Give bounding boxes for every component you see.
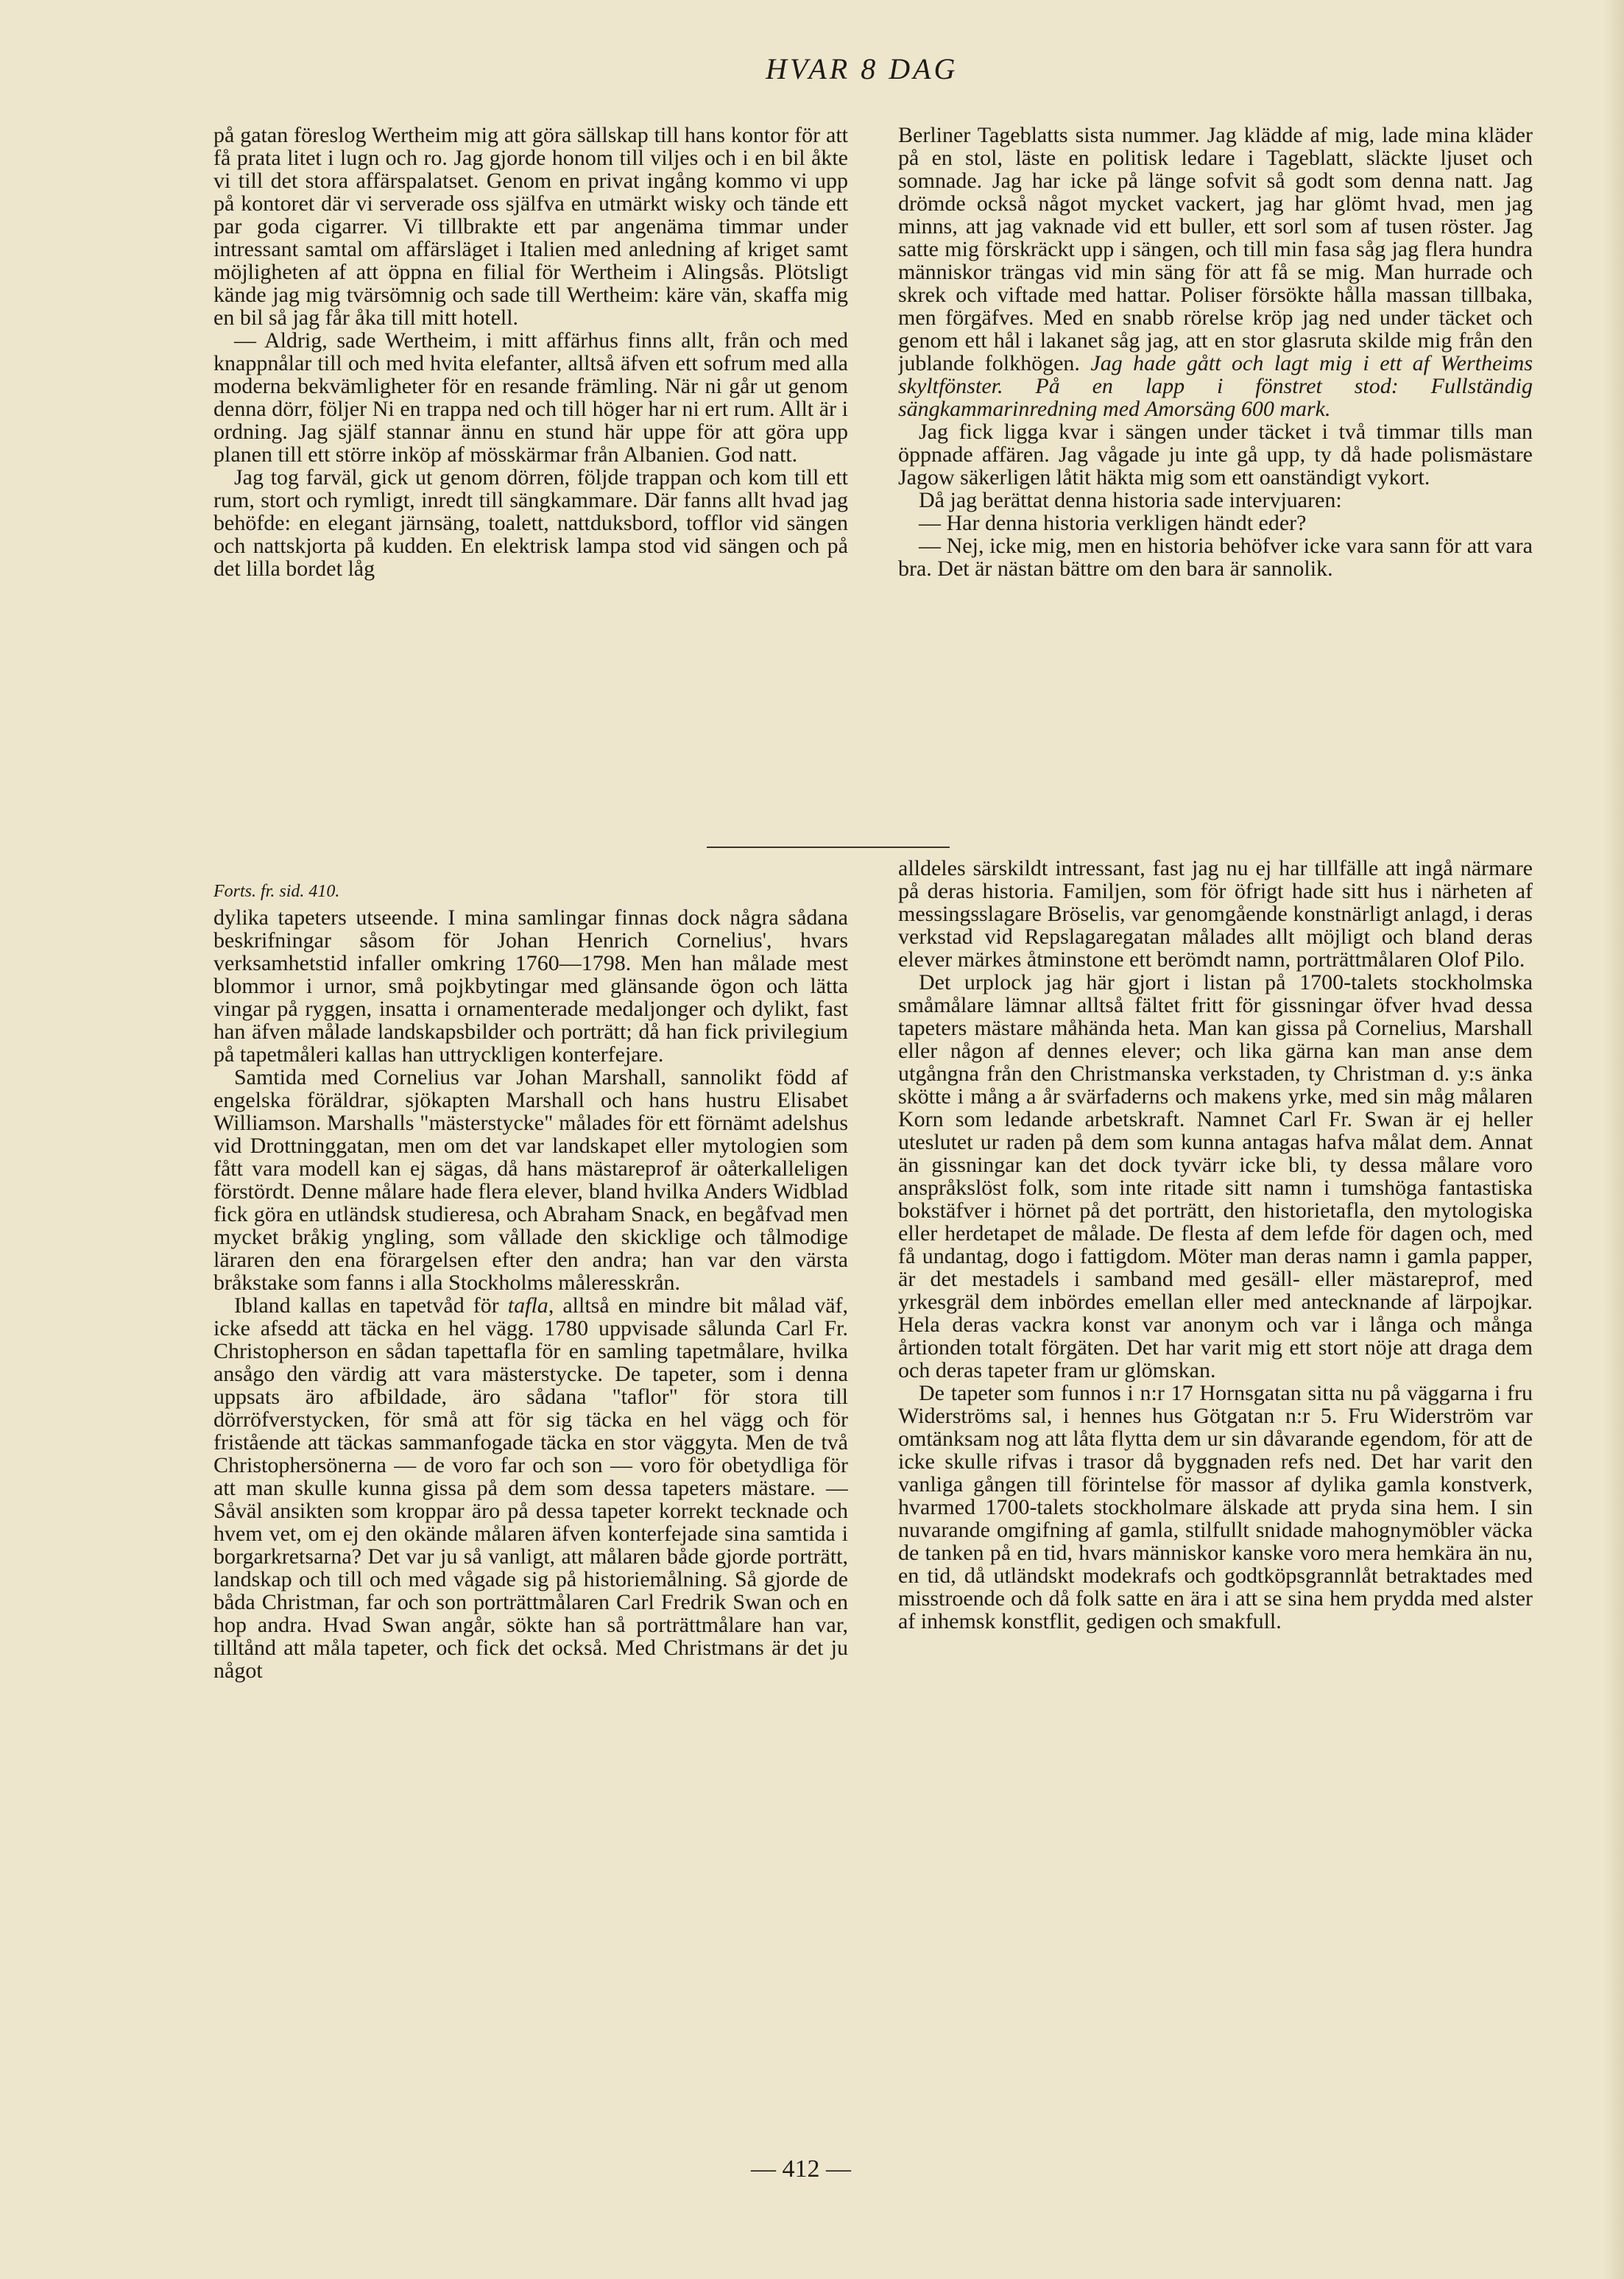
story-paragraph bbox=[898, 124, 1533, 420]
article-paragraph: alldeles särskildt intressant, fast jag nu ej har tillfälle att ingå närmare på deras historia. Familjen, som för öfrigt hade sitt hus i närheten af messingsslagare Bröselis, var genomgående konstnärligt anlagd, i deras verkstad vid Repslagaregatan målades allt möjligt och bland deras elever märkes åtminstone ett berömdt namn, porträttmålaren Olof Pilo. bbox=[898, 857, 1533, 972]
article-paragraph: De tapeter som funnos i n:r 17 Hornsgatan sitta nu på väggarna i fru Widerströms sal, i hennes hus Götgatan n:r 5. Fru Widerström var omtänksam nog att låta flytta dem ur sin dåvarande egendom, för att de icke skulle rifvas i trasor då byggnaden refs ned. Det har varit den vanliga gången till förintelse för massor af dylika gamla konstverk, hvarmed 1700-talets stockholmare älskade att pryda sina hem. I sin nuvarande omgifning af gamla, stilfullt snidade mahognymöbler väcka de tanken på en tid, hvars människor kanske voro mera hemkära än nu, en tid, då utländskt modekrafs och godtköpsgrannlåt betraktades med misstroende och då folk satte en ära i att se sina hem prydda med alster af inhemsk konstflit, gedigen och smakfull. bbox=[898, 1381, 1533, 1633]
article-column-right bbox=[898, 857, 1533, 2123]
story-paragraph: Jag tog farväl, gick ut genom dörren, följde trappan och kom till ett rum, stort och rymligt, inredt till sängkammare. Där fanns allt hvad jag behöfde: en elegant järnsäng, toalett, nattduksbord, tofflor vid sängen och nattskjorta på kudden. En elektrisk lampa stod vid sängen och på det lilla bordet låg bbox=[213, 465, 848, 581]
section-divider bbox=[707, 847, 950, 848]
story-column-left bbox=[213, 124, 848, 860]
article-paragraph bbox=[213, 1294, 848, 1682]
story-paragraph: Då jag berättat denna historia sade intervjuaren: bbox=[919, 488, 1342, 512]
article-paragraph: Det urplock jag här gjort i listan på 1700-talets stockholmska småmålare lämnar alltså fältet fritt för gissningar öfver hvad dessa tapeters mästare måhända heta. Man kan gissa på Cornelius, Marshall eller någon af dennes elever; och lika gärna kan man anse dem utgångna från den Christmanska verkstaden, ty Christman d. y:s änka skötte i mång a år svärfaderns och makens yrke, med sin måg målaren Korn som ledande arbetskraft. Namnet Carl Fr. Swan är ej heller uteslutet ur raden på dem som kunna antagas hafva målat dem. Annat än gissningar kan det dock tyvärr icke bli, ty dessa målare voro anspråkslöst folk, som inte ritade sitt namn i tumshöga fantastiska bokstäfver i hörnet på det porträtt, den historietafla, den mytologiska eller herdetapet de målade. De flesta af dem lefde för dagen och, med få undantag, dogo i fattigdom. Möter man deras namn i gamla papper, är det mestadels i samband med gesäll- eller mästareprof, med yrkesgräl dem inbördes emellan eller med antecknande af lärpojkar. Hela deras vackra konst var anonym och var i långa och många årtionden totalt förgäten. Det har varit mig ett stort nöje att draga dem och deras tapeter fram ur glömskan. bbox=[898, 970, 1533, 1382]
page-edge-shade bbox=[1603, 0, 1624, 2279]
article-paragraph: dylika tapeters utseende. I mina samlingar finnas dock några sådana beskrifningar såsom för Johan Henrich Cornelius', hvars verksamhetstid infaller omkring 1760—1798. Men han målade mest blommor i urnor, små pojkbytingar med glänsande ögon och lätta vingar på ryggen, insatta i ornamenterade medaljonger och dylikt, fast han äfven målade landskapsbilder och porträtt; då han fick privilegium på tapetmåleri kallas han uttryckligen konterfejare. bbox=[213, 905, 848, 1067]
story-italic-text: Jag hade gått och lagt mig i ett af Wertheims skyltfönster. På en lapp i fönstret stod: Fullständig sängkammarinredning med Amorsäng 600 mark. bbox=[898, 351, 1533, 421]
story-paragraph: Jag fick ligga kvar i sängen under täcket i två timmar tills man öppnade affären. Jag vågade ju inte gå upp, ty då hade polismästare Jagow säkerligen låtit häkta mig som ett oanständigt vykort. bbox=[898, 420, 1533, 490]
article-column-left bbox=[213, 880, 848, 2121]
story-paragraph: på gatan föreslog Wertheim mig att göra sällskap till hans kontor för att få prata litet i lugn och ro. Jag gjorde honom till viljes och i en bil åkte vi till det stora affärspalatset. Genom en privat ingång kommo vi upp på kontoret där vi serverade oss själfva en utmärkt wisky och tände ett par goda cigarrer. Vi tillbrakte ett par angenäma timmar under intressant samtal om affärsläget i Italien med anledning af kriget samt möjligheten af att öppna en filial för Wertheim i Alingsås. Plötsligt kände jag mig tvärsömnig och sade till Wertheim: käre vän, skaffa mig en bil så jag får åka till mitt hotell. bbox=[213, 124, 848, 330]
story-paragraph: — Aldrig, sade Wertheim, i mitt affärhus finns allt, från och med knappnålar till och med hvita elefanter, alltså äfven ett sofrum med alla moderna bekvämligheter för en resande främling. När ni går ut genom denna dörr, följer Ni en trappa ned och till höger har ni ert rum. Allt är i ordning. Jag själf stannar ännu en stund här uppe för att göra upp planen till ett större inköp af mösskärmar från Albanien. God natt. bbox=[213, 328, 848, 467]
continued-from-note: Forts. fr. sid. 410. bbox=[213, 882, 340, 901]
story-paragraph: — Har denna historia verkligen händt eder? bbox=[919, 511, 1307, 535]
article-text: Ibland kallas en tapetvåd för bbox=[234, 1293, 508, 1318]
story-text: Berliner Tageblatts sista nummer. Jag klädde af mig, lade mina kläder på en stol, läste en politisk ledare i Tageblatt, släckte ljuset och somnade. Jag har icke på länge sofvit så godt som denna natt. Jag drömde också något mycket vackert, jag har glömt hvad, men jag minns, att jag vaknade vid ett buller, ett sorl som af tusen röster. Jag satte mig förskräckt upp i sängen, och till min fasa såg jag flera hundra människor trängas vid min säng för att få se mig. Man hurrade och skrek och viftade med hattar. Poliser försökte hålla massan tillbaka, men förgäfves. Med en snabb rörelse kröp jag ned under täcket och genom ett hål i lakanet såg jag, att en stor glasruta skilde mig från den jublande folkhögen. bbox=[898, 124, 1533, 375]
article-italic-term: tafla bbox=[507, 1293, 548, 1318]
story-paragraph: — Nej, icke mig, men en historia behöfver icke vara sann för att vara bra. Det är nästan bättre om den bara är sannolik. bbox=[898, 534, 1533, 581]
article-paragraph: Samtida med Cornelius var Johan Marshall, sannolikt född af engelska föräldrar, sjökapten Marshall och hans hustru Elisabet Williamson. Marshalls "mästerstycke" målades för ett förnämt adelshus vid Drottninggatan, men om det var landskapet eller mytologien som fått vara modell kan ej sägas, då hans mästareprof är oåterkalleligen förstördt. Denne målare hade flera elever, bland hvilka Anders Widblad fick göra en utländsk studieresa, och Abraham Snack, en begåfvad men mycket bråkig yngling, som vållade den skicklige och tålmodige läraren den ena förargelsen efter den andra; han var den värsta bråkstake som fanns i alla Stockholms måleresskrån. bbox=[213, 1065, 848, 1295]
story-column-right bbox=[898, 124, 1533, 860]
running-header: HVAR 8 DAG bbox=[766, 52, 958, 85]
page-number: — 412 — bbox=[751, 2155, 851, 2183]
article-text: , alltså en mindre bit målad väf, icke afsedd att täcka en hel vägg. 1780 uppvisade sålunda Carl Fr. Christopherson en sådan tapettafla för en samling tapetmålare, hvilka ansågo den värdig att vara mästerstycke. De tapeter, som i denna uppsats äro afbildade, äro sådana "taflor" för stora till dörröfverstycken, för små att för sig täcka en hel vägg och för fristående att täckas sammanfogade täcka en stor väggyta. Men de två Christophersönerna — de voro far och son — voro för obetydliga för att man skulle kunna gissa på dem som dessa tapeters mästare. — Såväl ansikten som kroppar äro på dessa tapeter korrekt tecknade och hvem vet, om ej den okände målaren äfven konterfejade sina samtida i borgarkretsarna? Det var ju så vanligt, att målaren både gjorde porträtt, landskap och till och med vågade sig på historiemålning. Så gjorde de båda Christman, far och son porträttmålaren Carl Fredrik Swan och en hop andra. Hvad Swan angår, sökte han så porträttmålare han var, tilltånd att måla tapeter, och fick det också. Med Christmans är det ju något bbox=[213, 1293, 848, 1683]
